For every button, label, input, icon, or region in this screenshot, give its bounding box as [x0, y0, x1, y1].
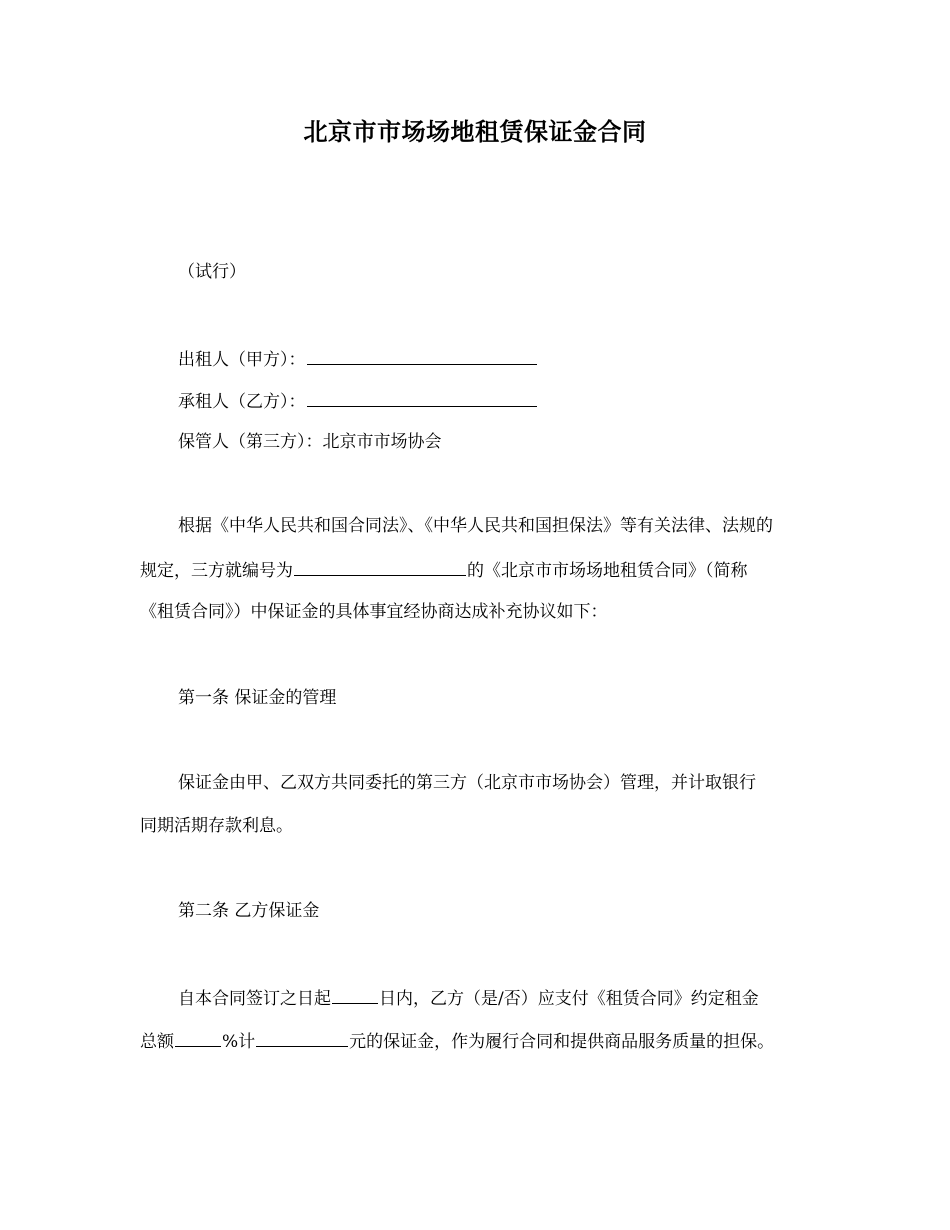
preamble-line-3: 《租赁合同》）中保证金的具体事宜经协商达成补充协议如下： — [140, 602, 608, 622]
lessee-blank — [307, 388, 537, 407]
percent-blank — [175, 1028, 221, 1047]
article-1-line-2: 同期活期存款利息。 — [140, 816, 293, 836]
custodian-label: 保管人（第三方）： — [178, 432, 323, 452]
lessee-row — [178, 388, 538, 414]
article-1-line-1: 保证金由甲、乙双方共同委托的第三方（北京市市场协会）管理，并计取银行 — [178, 773, 756, 793]
article-2-line-1 — [178, 985, 759, 1011]
custodian-value: 北京市市场协会 — [322, 432, 442, 452]
preamble-line-1: 根据《中华人民共和国合同法》、《中华人民共和国担保法》等有关法律、法规的 — [178, 516, 773, 536]
article-1-heading: 第一条 保证金的管理 — [178, 688, 337, 708]
custodian-row — [178, 430, 442, 454]
lessor-label: 出租人（甲方）： — [178, 350, 306, 370]
article-2-line-2-end: 元的保证金，作为履行合同和提供商品服务质量的担保。 — [349, 1032, 775, 1052]
preamble-line-2 — [140, 557, 748, 583]
lessor-blank — [307, 346, 537, 365]
contract-number-blank — [294, 557, 466, 576]
article-2-line-1-after: 日内，乙方（是/否）应支付《租赁合同》约定租金 — [379, 989, 759, 1009]
days-blank — [332, 985, 378, 1004]
document-subtitle: （试行） — [178, 262, 246, 282]
article-2-line-1-before: 自本合同签订之日起 — [178, 989, 331, 1009]
article-2-heading: 第二条 乙方保证金 — [178, 901, 320, 921]
lessor-row — [178, 346, 538, 372]
preamble-line-2-after: 的《北京市市场场地租赁合同》（简称 — [467, 561, 748, 581]
lessee-label: 承租人（乙方）： — [178, 392, 306, 412]
article-2-line-2-start: 总额 — [140, 1032, 174, 1052]
article-2-line-2 — [140, 1028, 774, 1054]
article-2-line-2-mid: %计 — [222, 1032, 256, 1052]
preamble-line-2-before: 规定，三方就编号为 — [140, 561, 293, 581]
document-title: 北京市市场场地租赁保证金合同 — [303, 118, 647, 146]
amount-blank — [256, 1028, 348, 1047]
